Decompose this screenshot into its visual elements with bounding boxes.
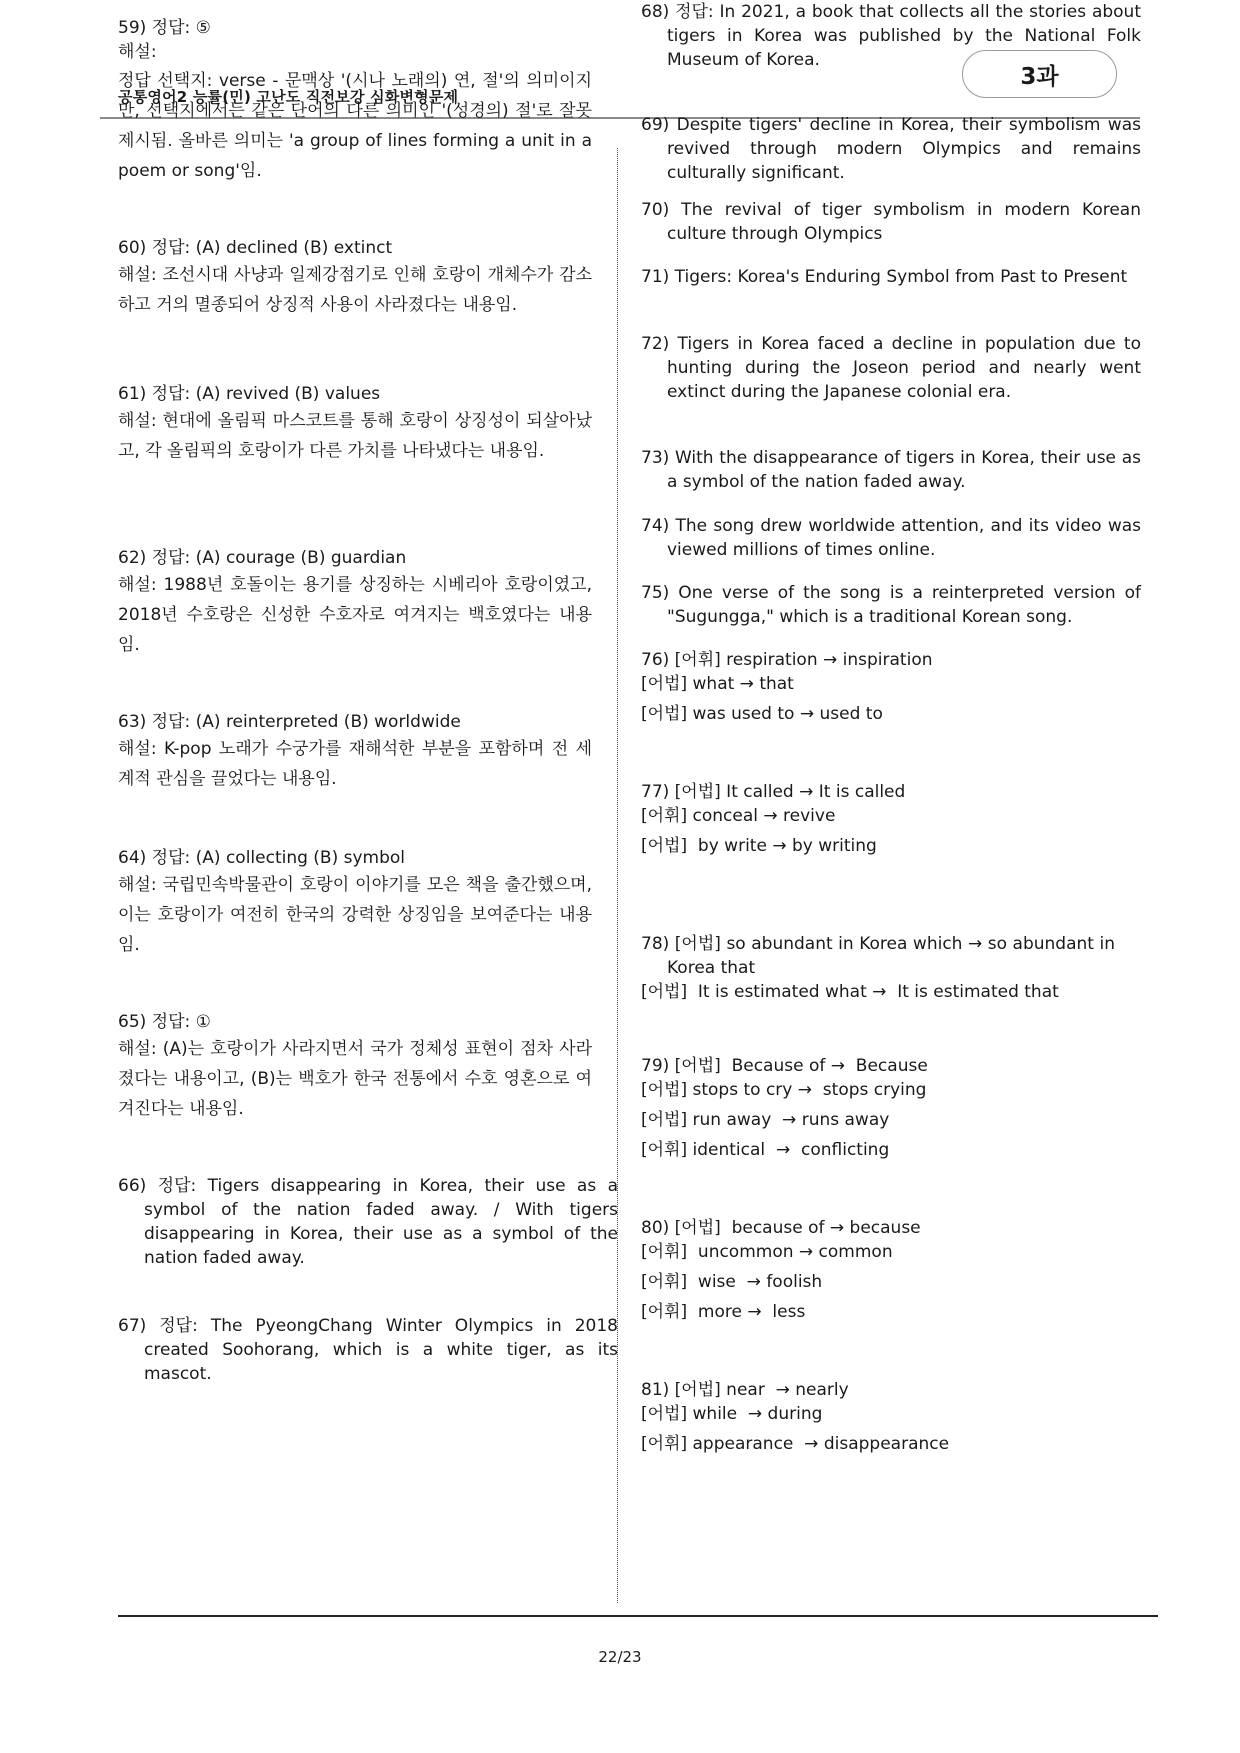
correction-line: [어법] by write → by writing <box>641 836 877 856</box>
correction-line: 77) [어법] It called → It is called <box>641 782 906 802</box>
answer-63 <box>118 710 592 794</box>
correction-line: [어휘] appearance → disappearance <box>641 1434 950 1454</box>
correction-line: [어법] what → that <box>641 674 794 694</box>
correction-line: [어법] run away → runs away <box>641 1110 890 1130</box>
answer-66: 66) 정답: Tigers disappearing in Korea, their use as a symbol of the nation faded away. / With tigers disappearing in Korea, their use as a symbol of the nation faded away. <box>118 1176 618 1268</box>
document-title: 공통영어2 능률(민) 고난도 직전보강 심화변형문제 <box>118 88 459 106</box>
answer-67: 67) 정답: The PyeongChang Winter Olympics in 2018 created Soohorang, which is a white tiger, as its mascot. <box>118 1316 618 1384</box>
answer-70: 70) The revival of tiger symbolism in modern Korean culture through Olympics <box>641 200 1141 244</box>
correction-line: [어법] It is estimated what → It is estimated that <box>641 982 1059 1002</box>
answer-74: 74) The song drew worldwide attention, and its video was viewed millions of times online. <box>641 516 1141 560</box>
explanation-text: 해설: 현대에 올림픽 마스코트를 통해 호랑이 상징성이 되살아났고, 각 올림픽의 호랑이가 다른 가치를 나타냈다는 내용임. <box>118 411 592 461</box>
answer-79 <box>641 1054 1115 1162</box>
explanation-text: 해설: 1988년 호돌이는 용기를 상징하는 시베리아 호랑이였고, 2018년 수호랑은 신성한 수호자로 여겨지는 백호였다는 내용임. <box>118 575 592 655</box>
answer-73: 73) With the disappearance of tigers in Korea, their use as a symbol of the nation faded away. <box>641 448 1141 492</box>
answer-60 <box>118 236 592 320</box>
correction-line: 76) [어휘] respiration → inspiration <box>641 650 933 670</box>
correction-line: [어휘] identical → conflicting <box>641 1140 890 1160</box>
answer-line: 64) 정답: (A) collecting (B) symbol <box>118 848 406 868</box>
explanation-text: 해설: 국립민속박물관이 호랑이 이야기를 모은 책을 출간했으며, 이는 호랑이가 여전히 한국의 강력한 상징임을 보여준다는 내용임. <box>118 875 592 955</box>
correction-line: [어법] was used to → used to <box>641 704 883 724</box>
answer-62 <box>118 546 592 660</box>
explanation-text: 정답 선택지: verse - 문맥상 '(시나 노래의) 연, 절'의 의미이지만, 선택지에서는 같은 단어의 다른 의미인 '(성경의) 절'로 잘못 제시됨. 올바른 의미는 'a group of lines forming a unit in a poem or song'임. <box>118 71 592 181</box>
answer-78 <box>641 932 1115 1004</box>
answer-line: 63) 정답: (A) reinterpreted (B) worldwide <box>118 712 461 732</box>
lesson-badge: 3과 <box>962 50 1117 98</box>
answer-77 <box>641 780 1115 858</box>
answer-69: 69) Despite tigers' decline in Korea, their symbolism was revived through modern Olympics and remains culturally significant. <box>641 115 1141 183</box>
correction-line: [어휘] wise → foolish <box>641 1272 823 1292</box>
correction-line: [어휘] conceal → revive <box>641 806 836 826</box>
explanation-text: 해설: 조선시대 사냥과 일제강점기로 인해 호랑이 개체수가 감소하고 거의 멸종되어 상징적 사용이 사라졌다는 내용임. <box>118 265 592 315</box>
answer-line: 65) 정답: ① <box>118 1012 211 1032</box>
correction-line: [어법] stops to cry → stops crying <box>641 1080 927 1100</box>
answer-75: 75) One verse of the song is a reinterpreted version of "Sugungga," which is a traditional Korean song. <box>641 583 1141 627</box>
answer-72: 72) Tigers in Korea faced a decline in population due to hunting during the Joseon period and nearly went extinct during the Japanese colonial era. <box>641 334 1141 402</box>
correction-line: [어휘] more → less <box>641 1302 806 1322</box>
page-number: 22/23 <box>598 1648 642 1666</box>
answer-81 <box>641 1378 1115 1456</box>
answer-68: 68) 정답: In 2021, a book that collects all the stories about tigers in Korea was published by the National Folk Museum of Korea. <box>641 2 1141 70</box>
correction-line: 79) [어법] Because of → Because <box>641 1056 928 1076</box>
explanation-label: 해설: <box>118 42 157 62</box>
explanation-text: 해설: K-pop 노래가 수궁가를 재해석한 부분을 포함하며 전 세계적 관심을 끌었다는 내용임. <box>118 739 592 789</box>
answer-line: 61) 정답: (A) revived (B) values <box>118 384 381 404</box>
answer-65 <box>118 1010 592 1124</box>
answer-64 <box>118 846 592 960</box>
answer-59 <box>118 16 592 186</box>
footer-divider <box>118 1615 1158 1617</box>
answer-line: 62) 정답: (A) courage (B) guardian <box>118 548 407 568</box>
answer-76 <box>641 648 1115 726</box>
correction-line: 81) [어법] near → nearly <box>641 1380 849 1400</box>
answer-61 <box>118 382 592 466</box>
answer-line: 60) 정답: (A) declined (B) extinct <box>118 238 393 258</box>
correction-line: 78) [어법] so abundant in Korea which → so abundant in Korea that <box>641 934 1115 978</box>
correction-line: 80) [어법] because of → because <box>641 1218 921 1238</box>
correction-line: [어휘] uncommon → common <box>641 1242 893 1262</box>
correction-line: [어법] while → during <box>641 1404 823 1424</box>
answer-line: 59) 정답: ⑤ <box>118 18 211 38</box>
answer-80 <box>641 1216 1115 1324</box>
explanation-text: 해설: (A)는 호랑이가 사라지면서 국가 정체성 표현이 점차 사라졌다는 내용이고, (B)는 백호가 한국 전통에서 수호 영혼으로 여겨진다는 내용임. <box>118 1039 592 1119</box>
answer-71: 71) Tigers: Korea's Enduring Symbol from Past to Present <box>641 267 1128 287</box>
